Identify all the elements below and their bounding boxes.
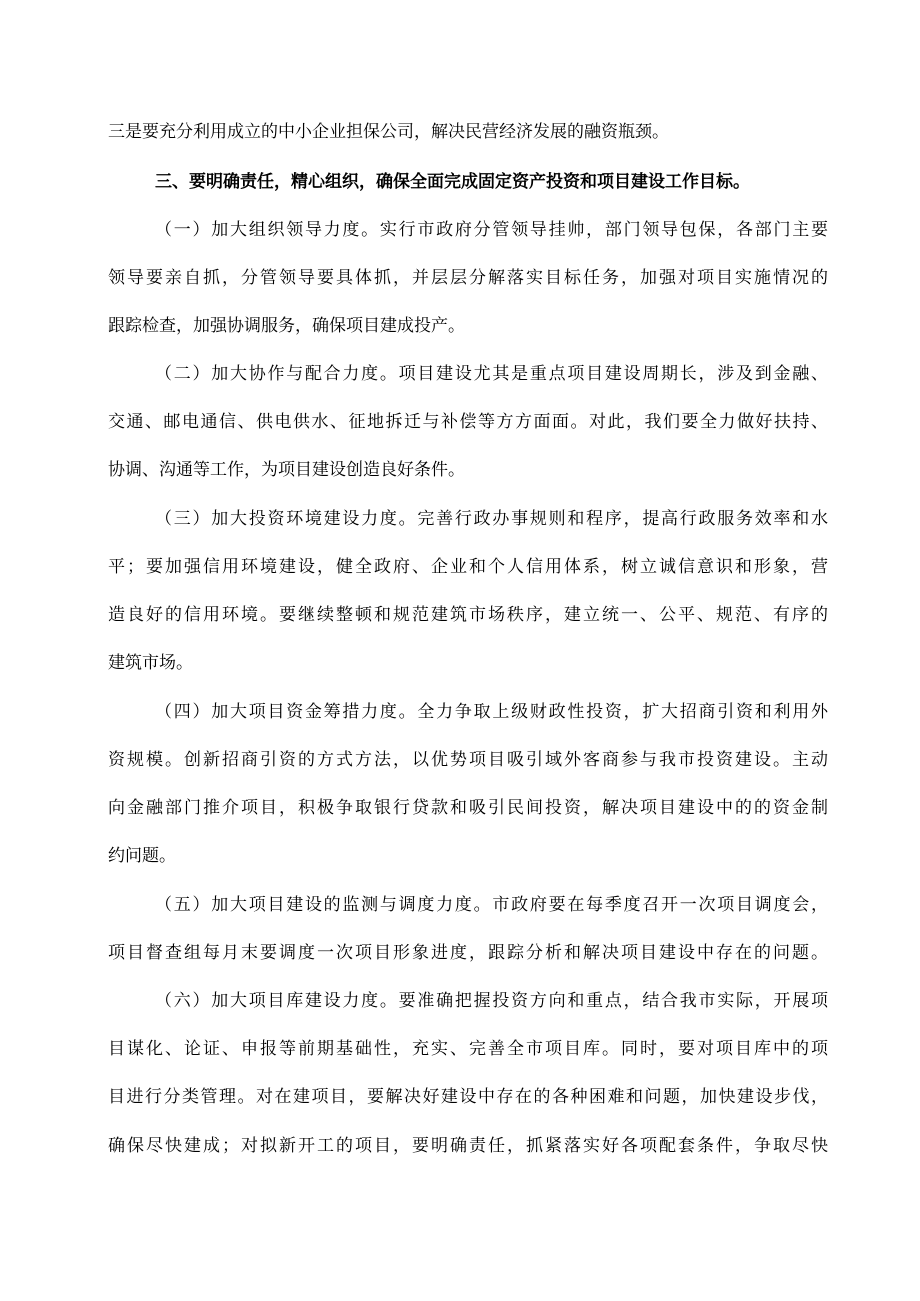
- paragraph-1-line: 领导要亲自抓，分管领导要具体抓，并层层分解落实目标任务，加强对项目实施情况的: [108, 268, 828, 288]
- paragraph-1-line: （一）加大组织领导力度。实行市政府分管领导挂帅，部门领导包保，各部门主要: [155, 220, 828, 240]
- paragraph-3-line: 平；要加强信用环境建设，健全政府、企业和个人信用体系，树立诚信意识和形象，营: [108, 557, 828, 577]
- section-heading: 三、要明确责任，精心组织，确保全面完成固定资产投资和项目建设工作目标。: [155, 172, 750, 192]
- paragraph-6-line: 目进行分类管理。对在建项目，要解决好建设中存在的各种困难和问题，加快建设步伐，: [108, 1087, 828, 1107]
- paragraph-4-line: （四）加大项目资金筹措力度。全力争取上级财政性投资，扩大招商引资和利用外: [155, 702, 828, 722]
- paragraph-6-line: 目谋化、论证、申报等前期基础性，充实、完善全市项目库。同时，要对项目库中的项: [108, 1039, 828, 1059]
- paragraph-2-line: （二）加大协作与配合力度。项目建设尤其是重点项目建设周期长，涉及到金融、: [155, 364, 828, 384]
- paragraph-6-line: 确保尽快建成；对拟新开工的项目，要明确责任，抓紧落实好各项配套条件，争取尽快: [108, 1136, 828, 1156]
- paragraph-6-line: （六）加大项目库建设力度。要准确把握投资方向和重点，结合我市实际，开展项: [155, 991, 828, 1011]
- paragraph-3-line: 建筑市场。: [108, 653, 193, 673]
- paragraph-3-line: 造良好的信用环境。要继续整顿和规范建筑市场秩序，建立统一、公平、规范、有序的: [108, 605, 828, 625]
- paragraph-4-line: 向金融部门推介项目，积极争取银行贷款和吸引民间投资，解决项目建设中的的资金制: [108, 798, 828, 818]
- paragraph-4-line: 约问题。: [108, 846, 176, 866]
- paragraph-3-line: （三）加大投资环境建设力度。完善行政办事规则和程序，提高行政服务效率和水: [155, 509, 828, 529]
- text-line: 三是要充分利用成立的中小企业担保公司，解决民营经济发展的融资瓶颈。: [108, 122, 669, 142]
- paragraph-5-line: （五）加大项目建设的监测与调度力度。市政府要在每季度召开一次项目调度会，: [155, 895, 828, 915]
- paragraph-5-line: 项目督查组每月末要调度一次项目形象进度，跟踪分析和解决项目建设中存在的问题。: [108, 943, 828, 963]
- paragraph-2-line: 协调、沟通等工作，为项目建设创造良好条件。: [108, 460, 465, 480]
- paragraph-4-line: 资规模。创新招商引资的方式方法，以优势项目吸引域外客商参与我市投资建设。主动: [108, 750, 828, 770]
- paragraph-2-line: 交通、邮电通信、供电供水、征地拆迁与补偿等方方面面。对此，我们要全力做好扶持、: [108, 412, 828, 432]
- paragraph-1-line: 跟踪检查，加强协调服务，确保项目建成投产。: [108, 316, 465, 336]
